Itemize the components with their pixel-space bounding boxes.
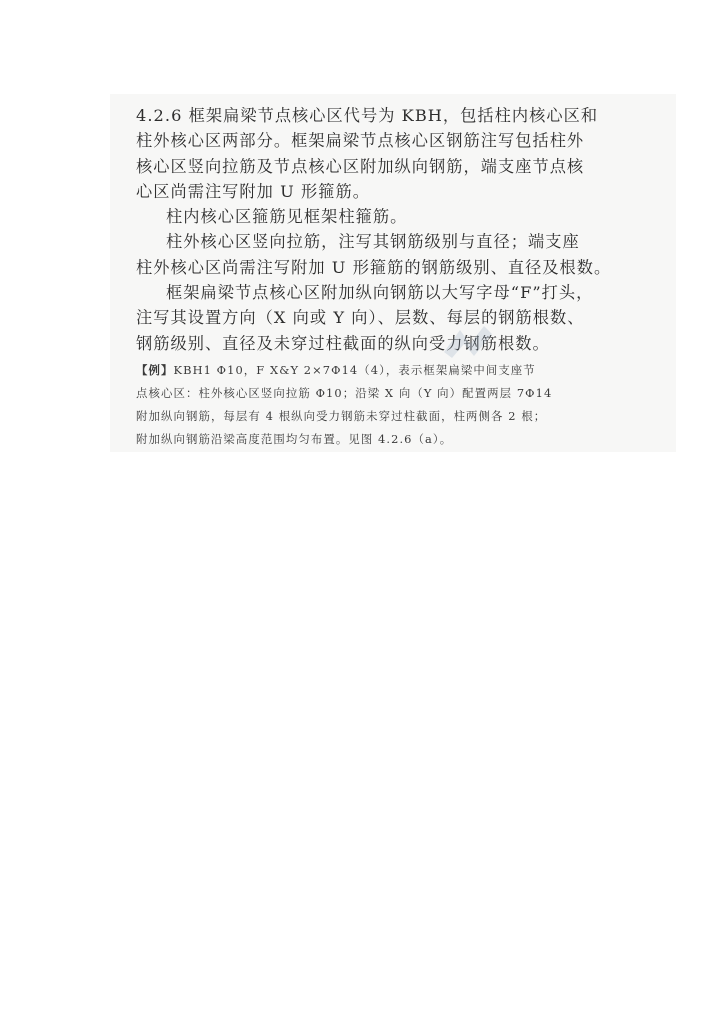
paragraph-line: 心区尚需注写附加 U 形箍筋。 xyxy=(136,181,370,201)
paragraph-line: 核心区竖向拉筋及节点核心区附加纵向钢筋，端支座节点核 xyxy=(136,156,585,176)
watermark-logo-icon xyxy=(440,322,496,364)
paragraph-line: 柱外核心区尚需注写附加 U 形箍筋的钢筋级别、直径及根数。 xyxy=(136,257,612,277)
paragraph-line: 钢筋级别、直径及未穿过柱截面的纵向受力钢筋根数。 xyxy=(136,333,550,353)
example-line: 点核心区：柱外核心区竖向拉筋 Φ10；沿梁 X 向（Y 向）配置两层 7Φ14 xyxy=(136,385,553,400)
example-line: 附加纵向钢筋，每层有 4 根纵向受力钢筋未穿过柱截面，柱两侧各 2 根； xyxy=(136,408,547,423)
paragraph-line: 柱外核心区竖向拉筋，注写其钢筋级别与直径；端支座 xyxy=(166,232,580,252)
example-line xyxy=(136,359,662,382)
paragraph-line: 柱内核心区箍筋见框架柱箍筋。 xyxy=(166,207,408,227)
paragraph-line: 4.2.6 框架扁梁节点核心区代号为 KBH，包括柱内核心区和 xyxy=(136,106,599,125)
paragraph-line: 注写其设置方向（X 向或 Y 向）、层数、每层的钢筋根数、 xyxy=(136,308,585,328)
scanned-text-image xyxy=(110,94,676,452)
example-line: 附加纵向钢筋沿梁高度范围均匀布置。见图 4.2.6（a）。 xyxy=(136,431,453,446)
paragraph-line: 框架扁梁节点核心区附加纵向钢筋以大写字母“F”打头， xyxy=(166,283,594,303)
example-text: KBH1 Φ10，F X&Y 2×7Φ14（4），表示框架扁梁中间支座节 xyxy=(173,362,536,377)
paragraph-line: 柱外核心区两部分。框架扁梁节点核心区钢筋注写包括柱外 xyxy=(136,131,585,151)
example-tag: 【例】 xyxy=(136,362,174,377)
